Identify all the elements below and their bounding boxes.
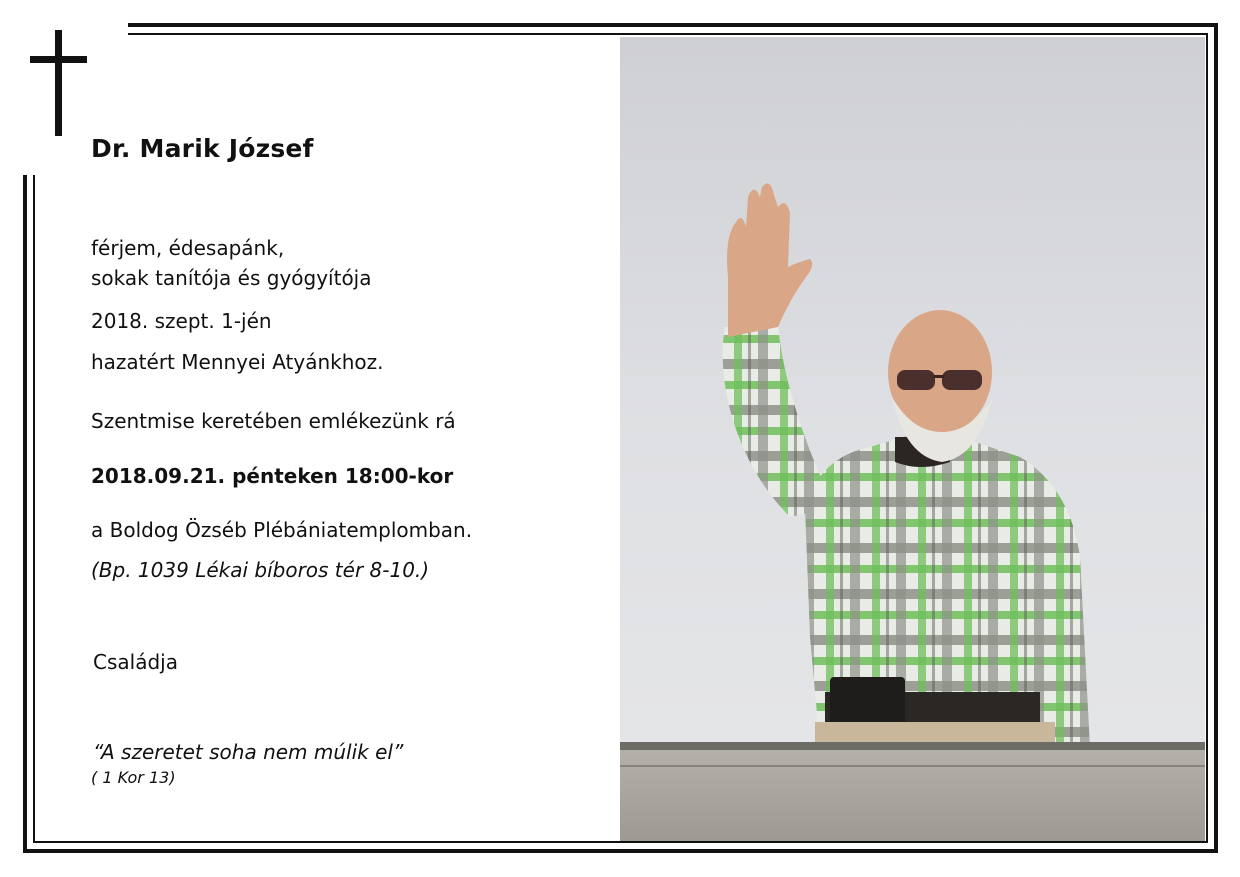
church-address: (Bp. 1039 Lékai bíboros tér 8-10.) bbox=[91, 558, 430, 582]
notice-line-3: 2018. szept. 1-jén bbox=[91, 309, 272, 333]
notice-line-2: sokak tanítója és gyógyítója bbox=[91, 266, 372, 290]
notice-line-4: hazatért Mennyei Atyánkhoz. bbox=[91, 350, 384, 374]
family-signature: Családja bbox=[93, 650, 178, 674]
mass-date-time: 2018.09.21. pénteken 18:00-kor bbox=[91, 464, 454, 488]
notice-line-1: férjem, édesapánk, bbox=[91, 236, 285, 260]
quote-reference: ( 1 Kor 13) bbox=[91, 768, 176, 787]
quote: “A szeretet soha nem múlik el” bbox=[93, 740, 404, 764]
church-name: a Boldog Özséb Plébániatemplomban. bbox=[91, 518, 473, 542]
notice-line-5: Szentmise keretében emlékezünk rá bbox=[91, 409, 456, 433]
deceased-name: Dr. Marik József bbox=[91, 134, 314, 163]
portrait-illustration bbox=[620, 37, 1205, 841]
portrait-photo bbox=[620, 37, 1205, 841]
